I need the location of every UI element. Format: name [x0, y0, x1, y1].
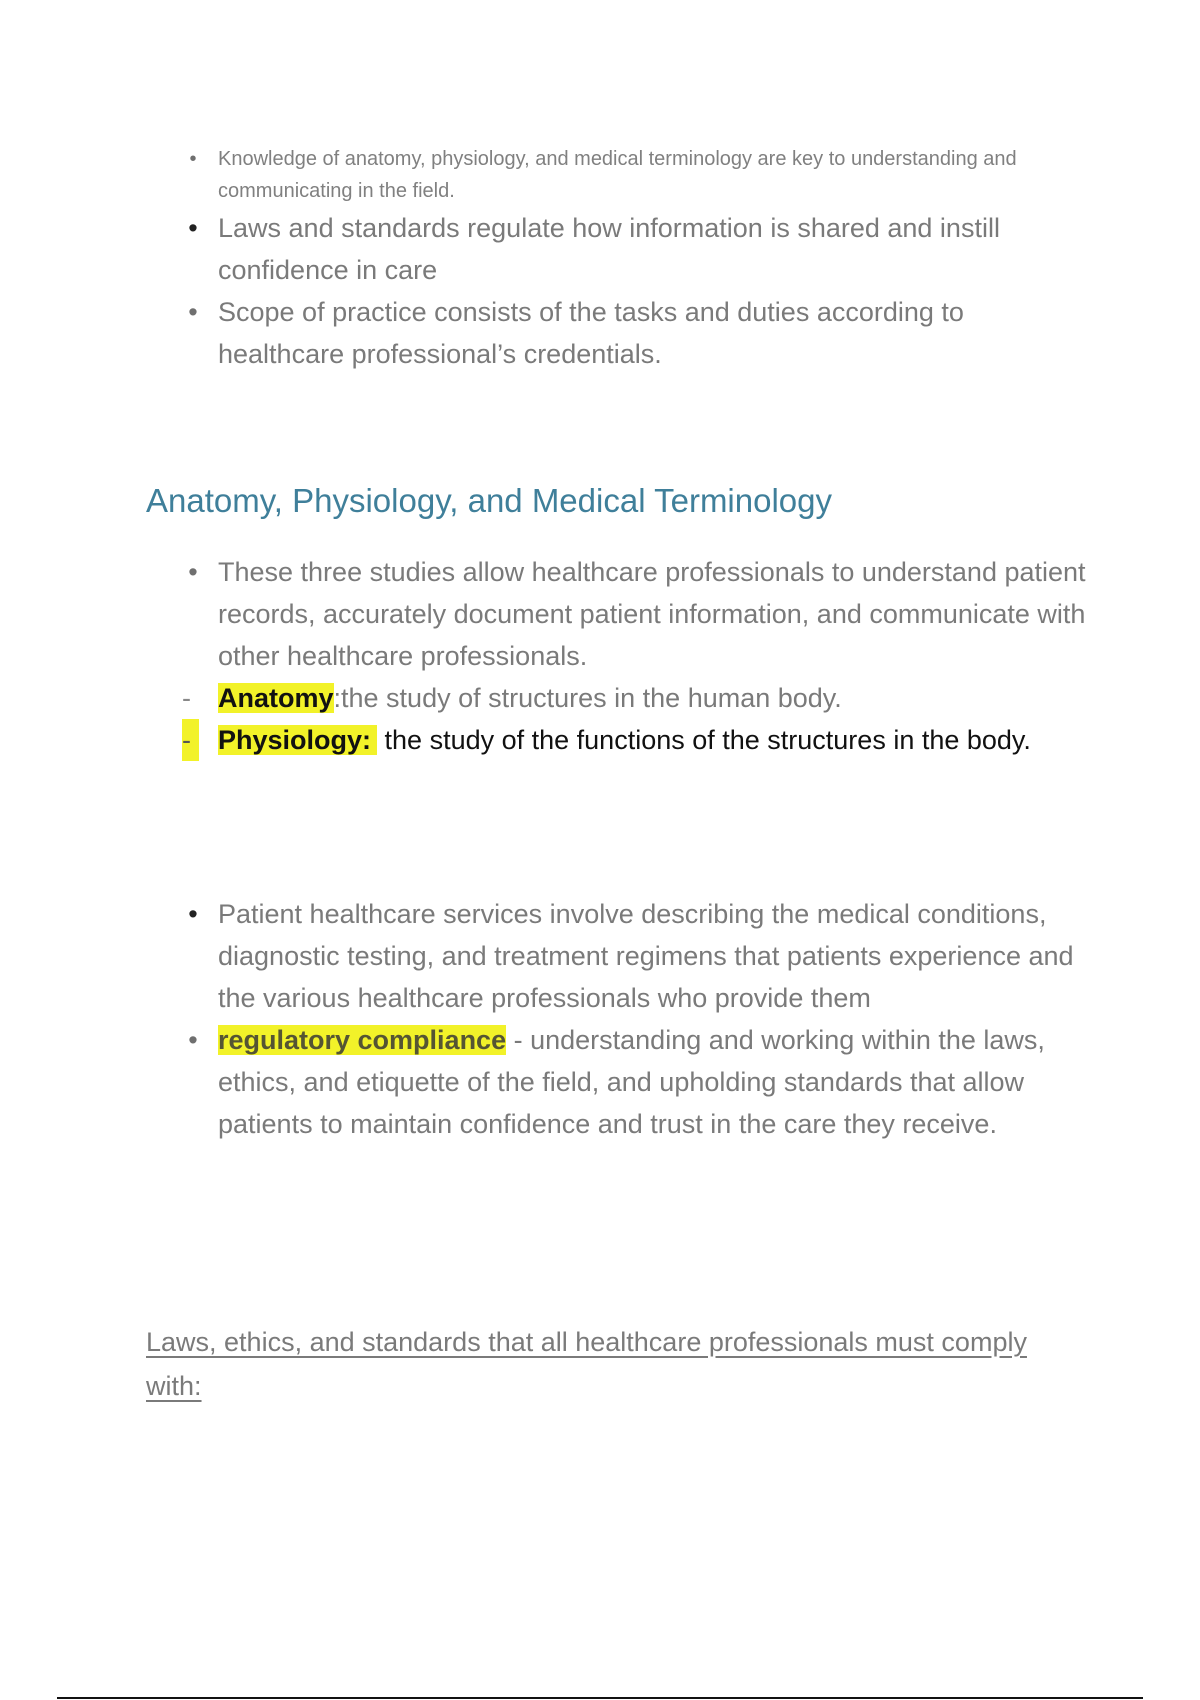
laws-heading: Laws, ethics, and standards that all healthcare professionals must comply with: — [146, 1327, 1027, 1401]
list-item — [146, 893, 1086, 1019]
bullet-icon: • — [188, 213, 198, 243]
bullet-icon: • — [188, 1025, 198, 1055]
list-item-text: Laws and standards regulate how information is shared and instill confidence in care — [218, 213, 1000, 285]
list-item — [146, 1019, 1086, 1145]
studies-list — [146, 551, 1086, 761]
list-item — [146, 207, 1086, 291]
dash-icon: - — [182, 683, 191, 713]
section-heading: Anatomy, Physiology, and Medical Terminology — [146, 482, 833, 519]
bullet-icon: • — [188, 297, 198, 327]
page-divider — [57, 1697, 1143, 1699]
bullet-icon: • — [188, 899, 198, 929]
term-physiology: Physiology: — [218, 725, 377, 755]
list-item — [146, 143, 1086, 207]
bullet-icon: • — [188, 557, 198, 587]
list-item — [146, 551, 1086, 677]
definition-text: :the study of structures in the human body. — [333, 683, 842, 713]
definition-physiology — [146, 719, 1086, 761]
dash-icon: - — [182, 719, 199, 761]
term-regulatory-compliance: regulatory compliance — [218, 1025, 507, 1055]
list-item-text: Scope of practice consists of the tasks and duties according to healthcare professional’s credentials. — [218, 297, 964, 369]
list-item — [146, 291, 1086, 375]
bullet-icon: • — [189, 148, 197, 170]
list-item-text: Patient healthcare services involve describing the medical conditions, diagnostic testing, and treatment regimens that patients experience and the various healthcare professionals who provide them — [218, 899, 1074, 1013]
definition-anatomy — [146, 677, 1086, 719]
services-list — [146, 893, 1086, 1145]
intro-list — [146, 143, 1086, 375]
list-item-text: Knowledge of anatomy, physiology, and medical terminology are key to understanding and communicating in the field. — [218, 148, 1017, 202]
term-anatomy: Anatomy — [218, 683, 334, 713]
list-item-text: These three studies allow healthcare professionals to understand patient records, accurately document patient information, and communicate with other healthcare professionals. — [218, 557, 1086, 671]
list-item-text: - understanding and working within the laws, ethics, and etiquette of the field, and upholding standards that allow patients to maintain confidence and trust in the care they receive. — [218, 1025, 1045, 1139]
definition-text: the study of the functions of the structures in the body. — [377, 725, 1031, 755]
